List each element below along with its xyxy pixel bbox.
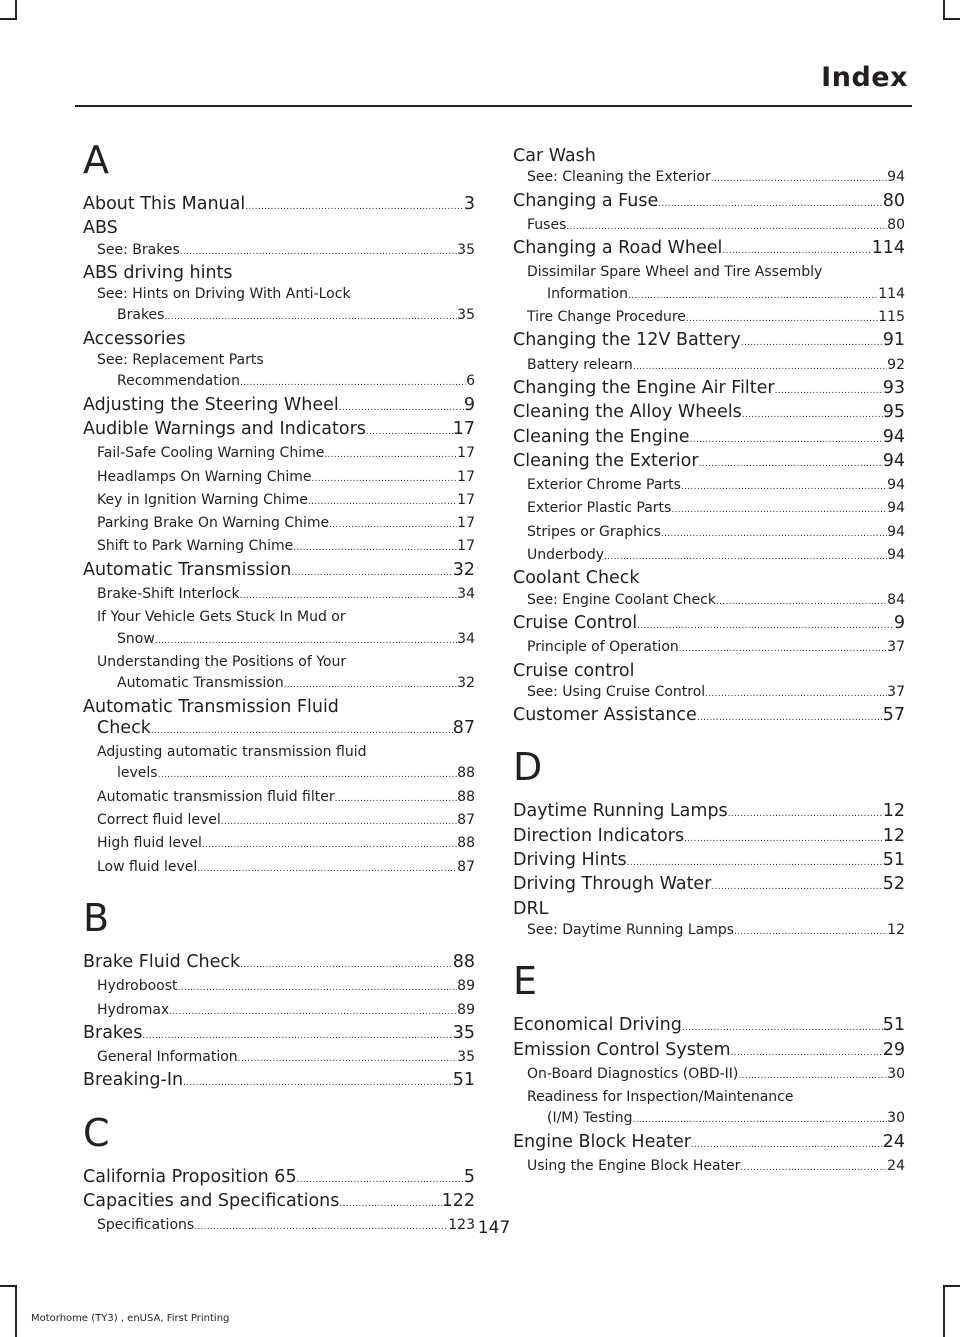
index-heading: Accessories	[83, 328, 186, 349]
index-subentry[interactable]	[513, 1108, 905, 1131]
crop-mark-bottom-left	[0, 1285, 17, 1287]
dot-leader	[293, 538, 457, 559]
crop-mark-bottom-right	[943, 1285, 960, 1287]
entry-label: See: Cleaning the Exterior	[527, 169, 711, 186]
header-rule	[75, 105, 912, 107]
dot-leader	[633, 1110, 888, 1131]
dot-leader	[681, 477, 887, 498]
entry-label: Brake-Shift Interlock	[97, 586, 240, 603]
index-entry[interactable]	[83, 718, 475, 742]
dot-leader	[197, 859, 457, 880]
dot-leader	[169, 1002, 457, 1023]
entry-page-number: 94	[887, 169, 905, 186]
index-entry[interactable]	[513, 705, 905, 729]
dot-leader	[158, 765, 458, 786]
index-subentry[interactable]	[513, 307, 905, 330]
entry-label: Correct fluid level	[97, 812, 221, 829]
entry-label: Check	[97, 717, 151, 738]
dot-leader	[566, 217, 887, 238]
entry-page-number: 80	[882, 190, 905, 211]
index-subentry[interactable]	[83, 240, 475, 263]
index-subentry[interactable]	[513, 522, 905, 545]
entry-page-number: 122	[441, 1190, 475, 1211]
dot-leader	[682, 1018, 883, 1039]
dot-leader	[679, 639, 887, 660]
entry-label: Automatic Transmission	[83, 559, 292, 580]
index-entry[interactable]	[83, 560, 475, 584]
entry-label: Changing a Road Wheel	[513, 238, 723, 259]
index-entry[interactable]	[83, 1191, 475, 1215]
entry-label: Cruise Control	[513, 612, 638, 633]
entry-page-number: 24	[887, 1157, 905, 1174]
entry-page-number: 94	[882, 426, 905, 447]
entry-page-number: 17	[457, 515, 475, 532]
entry-page-number: 35	[457, 307, 475, 324]
entry-page-number: 87	[457, 812, 475, 829]
dot-leader	[627, 853, 883, 874]
index-heading: DRL	[513, 898, 549, 919]
index-entry[interactable]	[513, 1015, 905, 1039]
entry-page-number: 95	[882, 402, 905, 423]
section-letter: B	[83, 895, 110, 940]
dot-leader	[661, 524, 887, 545]
dot-leader	[686, 309, 878, 330]
index-entry[interactable]	[83, 1023, 475, 1047]
index-subentry[interactable]	[513, 637, 905, 660]
entry-label: Customer Assistance	[513, 705, 697, 726]
entry-label: Driving Hints	[513, 850, 627, 871]
entry-page-number: 37	[887, 639, 905, 656]
dot-leader	[658, 194, 882, 215]
entry-page-number: 84	[887, 591, 905, 608]
index-entry[interactable]	[513, 826, 905, 850]
index-subentry[interactable]	[83, 763, 475, 786]
entry-page-number: 51	[882, 850, 905, 871]
index-entry[interactable]	[513, 330, 905, 354]
dot-leader	[637, 616, 894, 637]
dot-leader	[329, 515, 457, 536]
entry-page-number: 24	[882, 1131, 905, 1152]
entry-label: Changing a Fuse	[513, 190, 659, 211]
dot-leader	[335, 789, 458, 810]
entry-label: Exterior Plastic Parts	[527, 500, 672, 517]
index-subentry[interactable]	[513, 1156, 905, 1179]
entry-label: See: Brakes	[97, 241, 180, 258]
crop-mark-bottom-right	[943, 1285, 945, 1337]
section-letter: E	[513, 959, 538, 1004]
entry-label: Automatic Transmission	[117, 675, 284, 692]
entry-page-number: 92	[887, 356, 905, 373]
entry-page-number: 3	[463, 194, 475, 214]
entry-label: General Information	[97, 1049, 238, 1066]
entry-page-number: 9	[463, 394, 475, 415]
dot-leader	[240, 955, 453, 976]
index-subentry[interactable]	[513, 682, 905, 705]
entry-page-number: 94	[882, 450, 905, 471]
index-entry[interactable]	[83, 1167, 475, 1191]
index-subentry[interactable]	[513, 215, 905, 238]
entry-page-number: 93	[882, 377, 905, 398]
index-entry[interactable]	[513, 238, 905, 262]
entry-page-number: 114	[878, 285, 905, 302]
index-entry[interactable]	[83, 194, 475, 218]
index-subentry[interactable]	[513, 920, 905, 943]
entry-label: Parking Brake On Warning Chime	[97, 515, 330, 532]
crop-mark-top-left	[0, 18, 17, 20]
dot-leader	[734, 922, 887, 943]
dot-leader	[722, 241, 871, 262]
index-subentry[interactable]	[83, 810, 475, 833]
index-subentry-text: Adjusting automatic transmission fluid	[97, 744, 367, 761]
index-subentry[interactable]	[83, 787, 475, 810]
index-subentry[interactable]	[83, 673, 475, 696]
entry-page-number: 17	[457, 445, 475, 462]
entry-label: Economical Driving	[513, 1015, 682, 1036]
crop-mark-top-right	[943, 18, 960, 20]
entry-label: Using the Engine Block Heater	[527, 1157, 741, 1174]
entry-label: levels	[117, 765, 158, 782]
dot-leader	[308, 492, 457, 513]
dot-leader	[740, 1158, 887, 1179]
entry-label: (I/M) Testing	[547, 1110, 633, 1127]
entry-label: About This Manual	[83, 194, 246, 214]
entry-label: Changing the 12V Battery	[513, 330, 741, 351]
entry-label: Battery relearn	[527, 356, 633, 373]
entry-label: Principle of Operation	[527, 639, 679, 656]
entry-page-number: 91	[882, 330, 905, 351]
entry-label: Exterior Chrome Parts	[527, 477, 681, 494]
entry-page-number: 30	[887, 1110, 905, 1127]
dot-leader	[240, 586, 458, 607]
index-subentry[interactable]	[513, 475, 905, 498]
dot-leader	[699, 454, 883, 475]
crop-mark-top-left	[15, 0, 17, 20]
entry-label: Fail-Safe Cooling Warning Chime	[97, 445, 325, 462]
entry-label: Adjusting the Steering Wheel	[83, 394, 339, 415]
entry-label: Underbody	[527, 547, 604, 564]
dot-leader	[284, 675, 457, 696]
index-column-right	[513, 146, 905, 1179]
dot-leader	[221, 812, 457, 833]
entry-page-number: 114	[871, 238, 905, 259]
entry-label: Cleaning the Engine	[513, 426, 690, 447]
section-letter: A	[83, 138, 109, 182]
entry-page-number: 52	[882, 874, 905, 895]
entry-label: See: Daytime Running Lamps	[527, 921, 735, 938]
entry-label: Fuses	[527, 216, 567, 233]
entry-label: Cleaning the Exterior	[513, 450, 699, 471]
entry-label: Capacities and Specifications	[83, 1190, 340, 1211]
entry-label: On-Board Diagnostics (OBD-II)	[527, 1065, 739, 1082]
index-subentry[interactable]	[83, 443, 475, 466]
index-subentry[interactable]	[83, 536, 475, 559]
index-entry[interactable]	[83, 395, 475, 419]
index-subentry[interactable]	[513, 284, 905, 307]
dot-leader	[178, 978, 458, 999]
entry-label: Driving Through Water	[513, 874, 712, 895]
entry-label: Key in Ignition Warning Chime	[97, 491, 308, 508]
entry-label: Recommendation	[117, 373, 241, 390]
dot-leader	[238, 1049, 458, 1070]
entry-page-number: 94	[887, 547, 905, 564]
index-entry[interactable]	[513, 451, 905, 475]
entry-label: Headlamps On Warning Chime	[97, 468, 312, 485]
dot-leader	[339, 398, 464, 419]
entry-page-number: 89	[457, 978, 475, 995]
entry-label: Audible Warnings and Indicators	[83, 418, 366, 439]
index-entry[interactable]	[513, 402, 905, 426]
entry-label: Breaking-In	[83, 1070, 184, 1091]
index-heading: Coolant Check	[513, 568, 640, 589]
dot-leader	[311, 469, 457, 490]
entry-page-number: 88	[457, 788, 475, 805]
index-subentry[interactable]	[83, 629, 475, 652]
entry-label: Changing the Engine Air Filter	[513, 377, 775, 398]
entry-page-number: 94	[887, 477, 905, 494]
index-entry[interactable]	[83, 419, 475, 443]
entry-label: Hydromax	[97, 1001, 170, 1018]
index-subentry[interactable]	[83, 857, 475, 880]
index-subentry[interactable]	[513, 590, 905, 613]
entry-label: See: Using Cruise Control	[527, 683, 706, 700]
entry-label: California Proposition 65	[83, 1166, 297, 1187]
entry-page-number: 12	[882, 801, 905, 822]
entry-page-number: 34	[457, 630, 475, 647]
index-entry[interactable]	[513, 378, 905, 402]
entry-page-number: 32	[457, 675, 475, 692]
dot-leader	[324, 445, 457, 466]
footer-text: Motorhome (TY3) , enUSA, First Printing	[31, 1313, 230, 1324]
entry-page-number: 17	[457, 538, 475, 555]
dot-leader	[711, 169, 887, 190]
index-subentry[interactable]	[513, 1064, 905, 1087]
entry-page-number: 51	[452, 1070, 475, 1091]
crop-mark-top-right	[943, 0, 945, 20]
dot-leader	[671, 500, 887, 521]
dot-leader	[711, 877, 882, 898]
entry-label: Daytime Running Lamps	[513, 801, 728, 822]
entry-label: Emission Control System	[513, 1039, 731, 1060]
index-subentry-text: See: Hints on Driving With Anti-Lock	[97, 286, 351, 303]
entry-page-number: 6	[466, 373, 475, 390]
entry-page-number: 17	[457, 468, 475, 485]
dot-leader	[633, 357, 887, 378]
entry-page-number: 88	[457, 765, 475, 782]
entry-page-number: 37	[887, 683, 905, 700]
entry-label: Cleaning the Alloy Wheels	[513, 402, 742, 423]
index-subentry-text: If Your Vehicle Gets Stuck In Mud or	[97, 609, 346, 626]
dot-leader	[775, 381, 883, 402]
index-entry[interactable]	[513, 1040, 905, 1064]
index-heading: ABS	[83, 218, 118, 239]
index-subentry[interactable]	[83, 1047, 475, 1070]
index-subentry[interactable]	[513, 355, 905, 378]
index-subentry-text: See: Replacement Parts	[97, 352, 264, 369]
dot-leader	[180, 242, 457, 263]
dot-leader	[684, 829, 883, 850]
entry-label: Brakes	[117, 307, 165, 324]
index-heading: Cruise control	[513, 660, 635, 681]
index-entry[interactable]	[83, 952, 475, 976]
entry-page-number: 12	[882, 825, 905, 846]
dot-leader	[202, 835, 457, 856]
section-letter: C	[83, 1110, 110, 1155]
entry-label: High fluid level	[97, 835, 202, 852]
index-entry[interactable]	[513, 613, 905, 637]
index-subentry[interactable]	[513, 498, 905, 521]
section-letter: D	[513, 745, 543, 790]
dot-leader	[164, 307, 457, 328]
entry-page-number: 5	[463, 1166, 475, 1187]
index-subentry-text: Readiness for Inspection/Maintenance	[527, 1089, 794, 1106]
index-entry[interactable]	[83, 1070, 475, 1094]
entry-page-number: 87	[457, 858, 475, 875]
dot-leader	[738, 1066, 887, 1087]
entry-label: Hydroboost	[97, 978, 178, 995]
index-subentry[interactable]	[513, 167, 905, 190]
entry-label: Brakes	[83, 1022, 143, 1043]
entry-page-number: 17	[452, 418, 475, 439]
dot-leader	[155, 631, 457, 652]
index-subentry[interactable]	[83, 467, 475, 490]
dot-leader	[339, 1194, 441, 1215]
entry-label: Specifications	[97, 1217, 195, 1234]
index-entry[interactable]	[513, 874, 905, 898]
entry-page-number: 89	[457, 1001, 475, 1018]
index-subentry[interactable]	[83, 513, 475, 536]
entry-label: Snow	[117, 630, 155, 647]
dot-leader	[697, 708, 883, 729]
index-subentry[interactable]	[83, 371, 475, 394]
dot-leader	[245, 197, 464, 218]
index-heading: ABS driving hints	[83, 262, 233, 283]
index-column-left	[83, 136, 475, 1239]
entry-label: Low fluid level	[97, 858, 198, 875]
entry-page-number: 51	[882, 1015, 905, 1036]
index-subentry[interactable]	[83, 584, 475, 607]
entry-page-number: 123	[448, 1217, 475, 1234]
entry-page-number: 94	[887, 523, 905, 540]
dot-leader	[741, 333, 883, 354]
entry-page-number: 57	[882, 705, 905, 726]
entry-page-number: 32	[452, 559, 475, 580]
index-heading: Car Wash	[513, 146, 596, 166]
dot-leader	[742, 405, 883, 426]
entry-page-number: 35	[457, 1049, 475, 1066]
dot-leader	[366, 422, 453, 443]
entry-page-number: 29	[882, 1039, 905, 1060]
index-heading: Automatic Transmission Fluid	[83, 696, 339, 717]
entry-label: Engine Block Heater	[513, 1131, 691, 1152]
index-subentry[interactable]	[83, 305, 475, 328]
index-subentry-text: Understanding the Positions of Your	[97, 653, 347, 670]
entry-page-number: 9	[893, 612, 905, 633]
index-subentry-text: Dissimilar Spare Wheel and Tire Assembly	[527, 264, 823, 281]
dot-leader	[297, 1170, 464, 1191]
crop-mark-bottom-left	[15, 1285, 17, 1337]
entry-label: Stripes or Graphics	[527, 523, 661, 540]
index-entry[interactable]	[513, 191, 905, 215]
entry-label: Shift to Park Warning Chime	[97, 538, 294, 555]
dot-leader	[691, 1135, 883, 1156]
entry-page-number: 34	[457, 586, 475, 603]
entry-label: Direction Indicators	[513, 825, 685, 846]
dot-leader	[142, 1026, 452, 1047]
index-subentry[interactable]	[83, 976, 475, 999]
entry-page-number: 35	[457, 241, 475, 258]
entry-label: Tire Change Procedure	[527, 309, 686, 326]
index-entry[interactable]	[513, 427, 905, 451]
entry-label: Brake Fluid Check	[83, 951, 241, 972]
index-entry[interactable]	[513, 801, 905, 825]
index-entry[interactable]	[513, 850, 905, 874]
index-entry[interactable]	[513, 1132, 905, 1156]
dot-leader	[240, 373, 466, 394]
entry-page-number: 12	[887, 921, 905, 938]
entry-page-number: 87	[452, 717, 475, 738]
entry-label: Automatic transmission fluid filter	[97, 788, 335, 805]
entry-page-number: 17	[457, 491, 475, 508]
dot-leader	[705, 684, 887, 705]
page-number: 147	[477, 1218, 511, 1238]
dot-leader	[628, 286, 878, 307]
dot-leader	[183, 1073, 453, 1094]
entry-page-number: 80	[887, 216, 905, 233]
entry-page-number: 88	[452, 951, 475, 972]
entry-page-number: 88	[457, 835, 475, 852]
entry-label: Information	[547, 285, 629, 302]
dot-leader	[716, 592, 887, 613]
page-title: Index	[821, 62, 908, 93]
dot-leader	[728, 804, 883, 825]
dot-leader	[604, 547, 887, 568]
entry-page-number: 115	[878, 309, 905, 326]
dot-leader	[291, 563, 452, 584]
index-subentry[interactable]	[513, 545, 905, 568]
index-subentry[interactable]	[83, 1000, 475, 1023]
dot-leader	[690, 430, 883, 451]
entry-page-number: 94	[887, 500, 905, 517]
index-subentry[interactable]	[83, 833, 475, 856]
entry-page-number: 30	[887, 1065, 905, 1082]
entry-page-number: 35	[452, 1022, 475, 1043]
entry-label: See: Engine Coolant Check	[527, 591, 716, 608]
dot-leader	[151, 721, 453, 742]
dot-leader	[731, 1043, 883, 1064]
index-subentry[interactable]	[83, 490, 475, 513]
